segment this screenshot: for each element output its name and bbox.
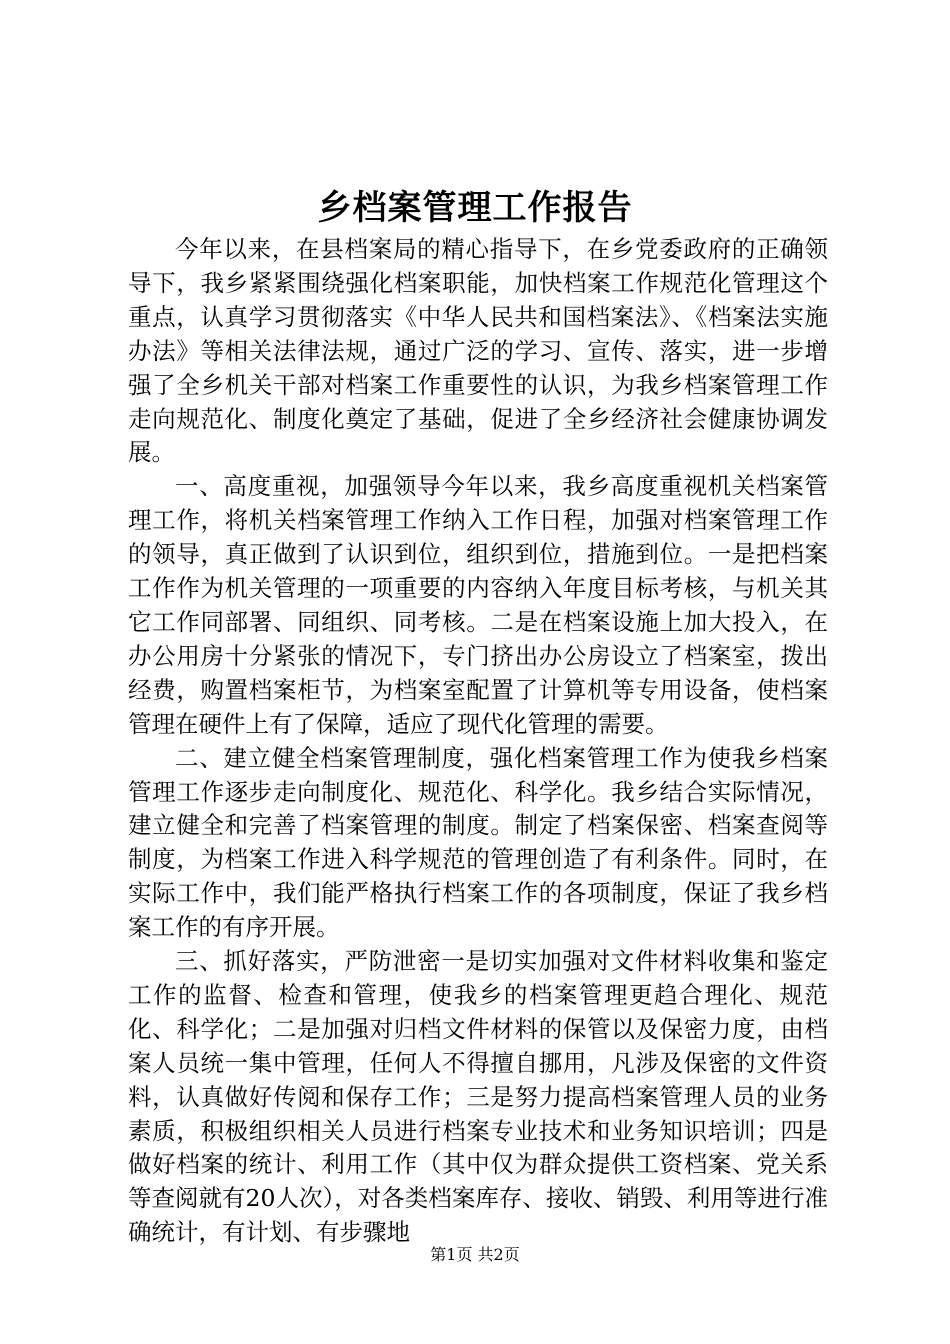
page-number-footer: 第1页 共2页 — [430, 1245, 520, 1264]
document-body — [128, 233, 828, 1250]
document-title: 乡档案管理工作报告 — [317, 188, 633, 228]
paragraph-intro: 今年以来，在县档案局的精心指导下，在乡党委政府的正确领导下，我乡紧紧围绕强化档案职能，加快档案工作规范化管理这个重点，认真学习贯彻落实《中华人民共和国档案法》、《档案法实施办法》等相关法律法规，通过广泛的学习、宣传、落实，进一步增强了全乡机关干部对档案工作重要性的认识，为我乡档案管理工作走向规范化、制度化奠定了基础，促进了全乡经济社会健康协调发展。 — [128, 235, 828, 467]
paragraph-section-3: 三、抓好落实，严防泄密一是切实加强对文件材料收集和鉴定工作的监督、检查和管理，使我乡的档案管理更趋合理化、规范化、科学化；二是加强对归档文件材料的保管以及保密力度，由档案人员统一集中管理，任何人不得擅自挪用，凡涉及保密的文件资料，认真做好传阅和保存工作；三是努力提高档案管理人员的业务素质，积极组织相关人员进行档案专业技术和业务知识培训；四是做好档案的统计、利用工作（其中仅为群众提供工资档案、党关系等查阅就有20人次），对各类档案库存、接收、销毁、利用等进行准确统计，有计划、有步骤地 — [128, 947, 828, 1247]
paragraph-section-2: 二、建立健全档案管理制度，强化档案管理工作为使我乡档案管理工作逐步走向制度化、规范化、科学化。我乡结合实际情况，建立健全和完善了档案管理的制度。制定了档案保密、档案查阅等制度，为档案工作进入科学规范的管理创造了有利条件。同时，在实际工作中，我们能严格执行档案工作的各项制度，保证了我乡档案工作的有序开展。 — [128, 743, 828, 942]
paragraph-section-1: 一、高度重视，加强领导今年以来，我乡高度重视机关档案管理工作，将机关档案管理工作纳入工作日程，加强对档案管理工作的领导，真正做到了认识到位，组织到位，措施到位。一是把档案工作作为机关管理的一项重要的内容纳入年度目标考核，与机关其它工作同部署、同组织、同考核。二是在档案设施上加大投入，在办公用房十分紧张的情况下，专门挤出办公房设立了档案室，拨出经费，购置档案柜节，为档案室配置了计算机等专用设备，使档案管理在硬件上有了保障，适应了现代化管理的需要。 — [128, 472, 828, 738]
